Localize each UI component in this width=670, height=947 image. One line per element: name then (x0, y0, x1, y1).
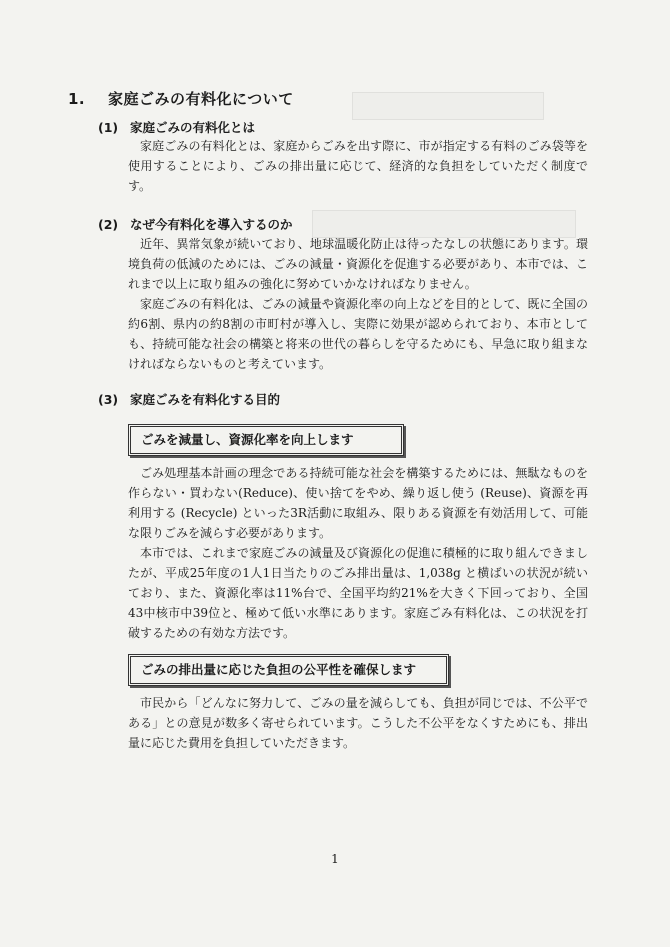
subsection-number: (2) (98, 217, 119, 232)
subsection-title: なぜ今有料化を導入するのか (130, 217, 293, 232)
section-heading (68, 88, 294, 109)
boxed-heading-reduce: ごみを減量し、資源化率を向上します (128, 424, 404, 456)
subsection-number: (3) (98, 392, 119, 407)
subsection-heading-1 (98, 118, 255, 136)
subsection-title: 家庭ごみの有料化とは (130, 120, 256, 135)
paragraph: 家庭ごみの有料化とは、家庭からごみを出す際に、市が指定する有料のごみ袋等を使用することにより、ごみの排出量に応じて、経済的な負担をしていただく制度です。 (128, 139, 588, 193)
paragraph: 市民から「どんなに努力して、ごみの量を減らしても、負担が同じでは、不公平である」との意見が数多く寄せられています。こうした不公平をなくすためにも、排出量に応じた費用を負担していただきます。 (128, 696, 588, 750)
section-number: 1. (68, 90, 86, 108)
subsection-number: (1) (98, 120, 119, 135)
boxed-heading-fairness: ごみの排出量に応じた負担の公平性を確保します (128, 654, 449, 686)
bleed-through-box (352, 92, 544, 120)
subsection-heading-2 (98, 215, 293, 233)
section-title: 家庭ごみの有料化について (108, 90, 294, 108)
page-number: 1 (331, 852, 339, 866)
subsection-heading-3 (98, 390, 280, 408)
subsection-title: 家庭ごみを有料化する目的 (130, 392, 281, 407)
paragraph: 本市では、これまで家庭ごみの減量及び資源化の促進に積極的に取り組んできましたが、平成25年度の1人1日当たりのごみ排出量は、1,038g と横ばいの状況が続いており、また、資源化率は11%台で、全国平均約21%を大きく下回っており、全国43中核市中39位と、極めて低い水準にあります。家庭ごみ有料化は、この状況を打破するための有効な方法です。 (128, 546, 588, 640)
paragraph: ごみ処理基本計画の理念である持続可能な社会を構築するためには、無駄なものを作らない・買わない(Reduce)、使い捨てをやめ、繰り返し使う (Reuse)、資源を再利用する (Recycle) といった3R活動に取組み、限りある資源を有効活用して、可能な限りごみを減らす必要があります。 (128, 466, 588, 540)
paragraph: 家庭ごみの有料化は、ごみの減量や資源化率の向上などを目的として、既に全国の約6割、県内の約8割の市町村が導入し、実際に効果が認められており、本市としても、持続可能な社会の構築と将来の世代の暮らしを守るためにも、早急に取り組まなければならないものと考えています。 (128, 297, 588, 371)
paragraph: 近年、異常気象が続いており、地球温暖化防止は待ったなしの状態にあります。環境負荷の低減のためには、ごみの減量・資源化を促進する必要があり、本市では、これまで以上に取り組みの強化に努めていかなければなりません。 (128, 237, 588, 291)
